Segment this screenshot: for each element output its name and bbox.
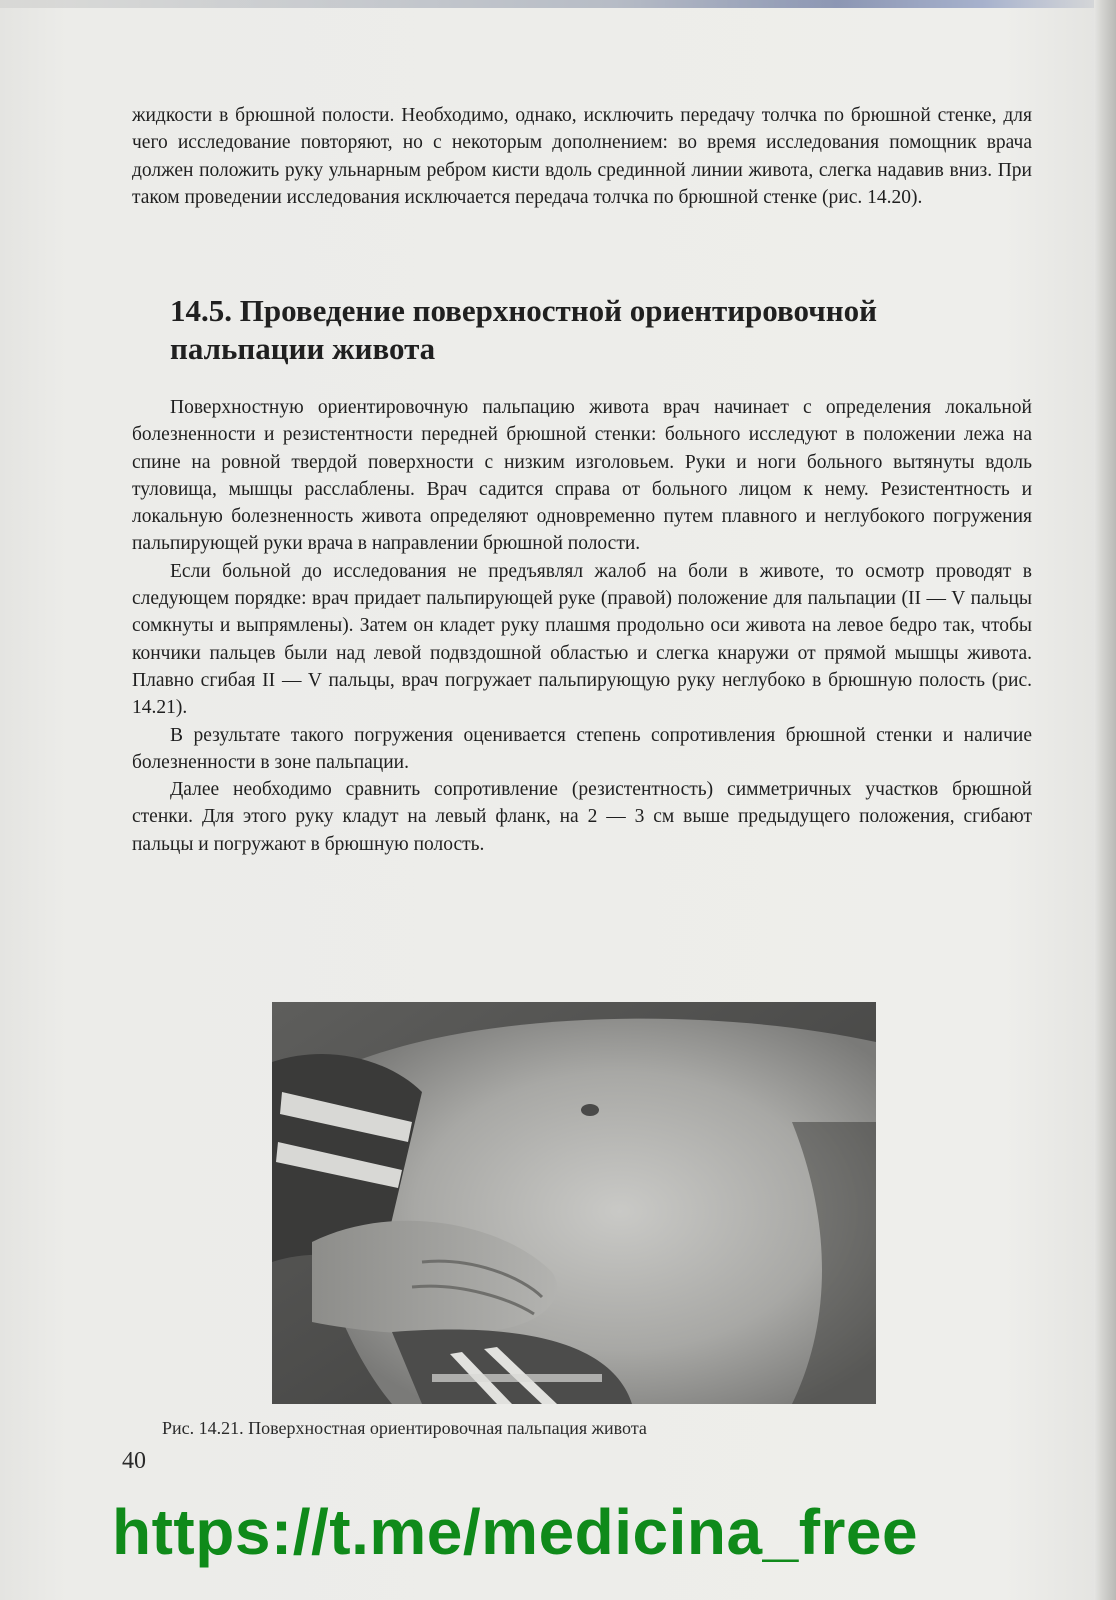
paragraph: Далее необходимо сравнить сопротивление (резистентность) симметричных участков брюшной стенки. Для этого руку кладут на левый фланк, на 2 — 3 см выше предыдущего положения, сгибают пальцы и погружают в брюшную полость.	[132, 779, 1032, 855]
palpation-photo-illustration	[272, 1002, 876, 1404]
figure-caption: Рис. 14.21. Поверхностная ориентировочная пальпация живота	[162, 1418, 647, 1438]
section-body	[132, 394, 1032, 858]
top-paragraph	[132, 102, 1032, 211]
page-top-edge	[0, 0, 1116, 8]
figure-photo	[272, 1002, 876, 1404]
paragraph: В результате такого погружения оценивается степень сопротивления брюшной стенки и наличие болезненности в зоне пальпации.	[132, 724, 1032, 773]
page-binding-shadow	[1094, 0, 1116, 1600]
page-number: 40	[122, 1448, 146, 1474]
paragraph: жидкости в брюшной полости. Необходимо, однако, исключить передачу толчка по брюшной стенке, для чего исследование повторяют, но с некоторым дополнением: во время исследования помощник врача должен положить руку ульнарным ребром кисти вдоль срединной линии живота, слегка надавив вниз. При таком проведении исследования исключается передача толчка по брюшной стенке (рис. 14.20).	[132, 105, 1032, 208]
section-heading: 14.5. Проведение поверхностной ориентировочной пальпации живота	[170, 293, 877, 366]
watermark-link[interactable]: https://t.me/medicina_free	[112, 1496, 919, 1568]
paragraph: Поверхностную ориентировочную пальпацию живота врач начинает с определения локальной болезненности и резистентности передней брюшной стенки: больного исследуют в положении лежа на спине на ровной твердой поверхности с низким изголовьем. Руки и ноги больного вытянуты вдоль туловища, мышцы расслаблены. Врач садится справа от больного лицом к нему. Резистентность и локальную болезненность живота определяют одновременно путем плавного и неглубокого погружения пальпирующей руки врача в направлении брюшной полости.	[132, 397, 1032, 555]
paragraph: Если больной до исследования не предъявлял жалоб на боли в животе, то осмотр проводят в следующем порядке: врач придает пальпирующей руке (правой) положение для пальпации (II — V пальцы сомкнуты и выпрямлены). Затем он кладет руку плашмя продольно оси живота на левое бедро так, чтобы кончики пальцев были над левой подвздошной областью и слегка кнаружи от прямой мышцы живота. Плавно сгибая II — V пальцы, врач погружает пальпирующую руку неглубоко в брюшную полость (рис. 14.21).	[132, 560, 1032, 719]
